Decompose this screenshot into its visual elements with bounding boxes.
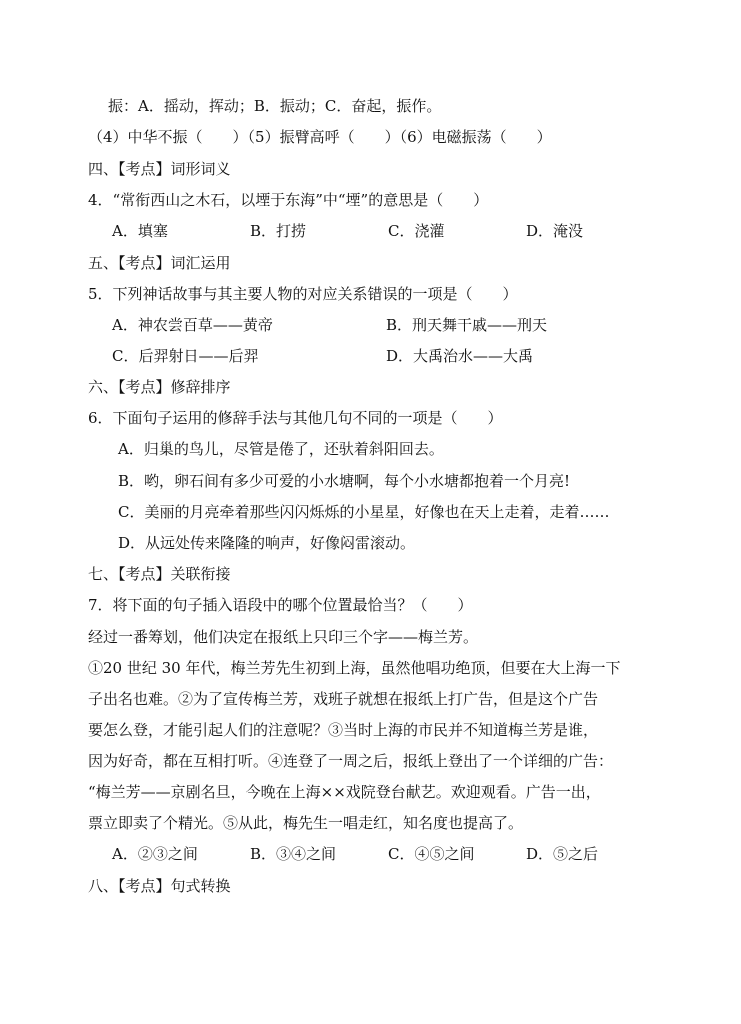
question-4-options xyxy=(112,220,583,242)
section-4-heading: 四、【考点】词形词义 xyxy=(88,160,231,178)
question-7-sentence: 经过一番筹划，他们决定在报纸上只印三个字——梅兰芳。 xyxy=(88,628,479,646)
question-5-option-b: B．刑天舞干戚——刑天 xyxy=(386,316,548,334)
option-c: C．④⑤之间 xyxy=(388,845,475,863)
question-7-passage-line-4: 因为好奇，都在互相打听。④连登了一周之后，报纸上登出了一个详细的广告： xyxy=(88,752,614,770)
question-7-passage-line-2: 子出名也难。②为了宣传梅兰芳，戏班子就想在报纸上打广告，但是这个广告 xyxy=(88,690,599,708)
question-7-passage-line-5: “梅兰芳——京剧名旦，今晚在上海××戏院登台献艺。欢迎观看。广告一出， xyxy=(88,783,601,801)
question-7: 7．将下面的句子插入语段中的哪个位置最恰当？（ ） xyxy=(88,596,473,614)
option-a: A．②③之间 xyxy=(112,845,198,863)
section-8-heading: 八、【考点】句式转换 xyxy=(88,877,231,895)
question-5-option-d: D．大禹治水——大禹 xyxy=(386,347,534,365)
question-4-6-blanks: （4）中华不振（ ）（5）振臂高呼（ ）（6）电磁振荡（ ） xyxy=(88,128,552,146)
option-c: C．浇灌 xyxy=(388,222,445,240)
section-6-heading: 六、【考点】修辞排序 xyxy=(88,378,231,396)
question-7-passage-line-1: ①20 世纪 30 年代，梅兰芳先生初到上海，虽然他唱功绝顶，但要在大上海一下 xyxy=(88,659,621,677)
option-d: D．⑤之后 xyxy=(526,845,599,863)
section-5-heading: 五、【考点】词汇运用 xyxy=(88,254,231,272)
question-6-option-a: A．归巢的鸟儿，尽管是倦了，还驮着斜阳回去。 xyxy=(118,440,444,458)
question-5: 5．下列神话故事与其主要人物的对应关系错误的一项是（ ） xyxy=(88,285,518,303)
question-6-option-b: B．哟，卵石间有多少可爱的小水塘啊，每个小水塘都抱着一个月亮! xyxy=(118,472,571,490)
question-6-option-c: C．美丽的月亮牵着那些闪闪烁烁的小星星，好像也在天上走着，走着…… xyxy=(118,503,610,521)
option-b: B．打捞 xyxy=(250,222,307,240)
question-7-passage-line-3: 要怎么登，才能引起人们的注意呢？③当时上海的市民并不知道梅兰芳是谁， xyxy=(88,721,599,739)
option-d: D．淹没 xyxy=(526,222,584,240)
question-7-options xyxy=(112,843,598,865)
section-7-heading: 七、【考点】关联衔接 xyxy=(88,565,231,583)
question-7-passage-line-6: 票立即卖了个精光。⑤从此，梅先生一唱走红，知名度也提高了。 xyxy=(88,814,524,832)
zhen-definitions: 振：A．摇动，挥动；B．振动；C．奋起，振作。 xyxy=(108,97,442,115)
question-4: 4．“常衔西山之木石，以堙于东海”中“堙”的意思是（ ） xyxy=(88,191,489,209)
question-5-option-c: C．后羿射日——后羿 xyxy=(112,347,259,365)
option-a: A．填塞 xyxy=(112,222,168,240)
question-6-option-d: D．从远处传来隆隆的响声，好像闷雷滚动。 xyxy=(118,534,416,552)
question-5-option-a: A．神农尝百草——黄帝 xyxy=(112,316,273,334)
question-6: 6．下面句子运用的修辞手法与其他几句不同的一项是（ ） xyxy=(88,409,503,427)
option-b: B．③④之间 xyxy=(250,845,337,863)
